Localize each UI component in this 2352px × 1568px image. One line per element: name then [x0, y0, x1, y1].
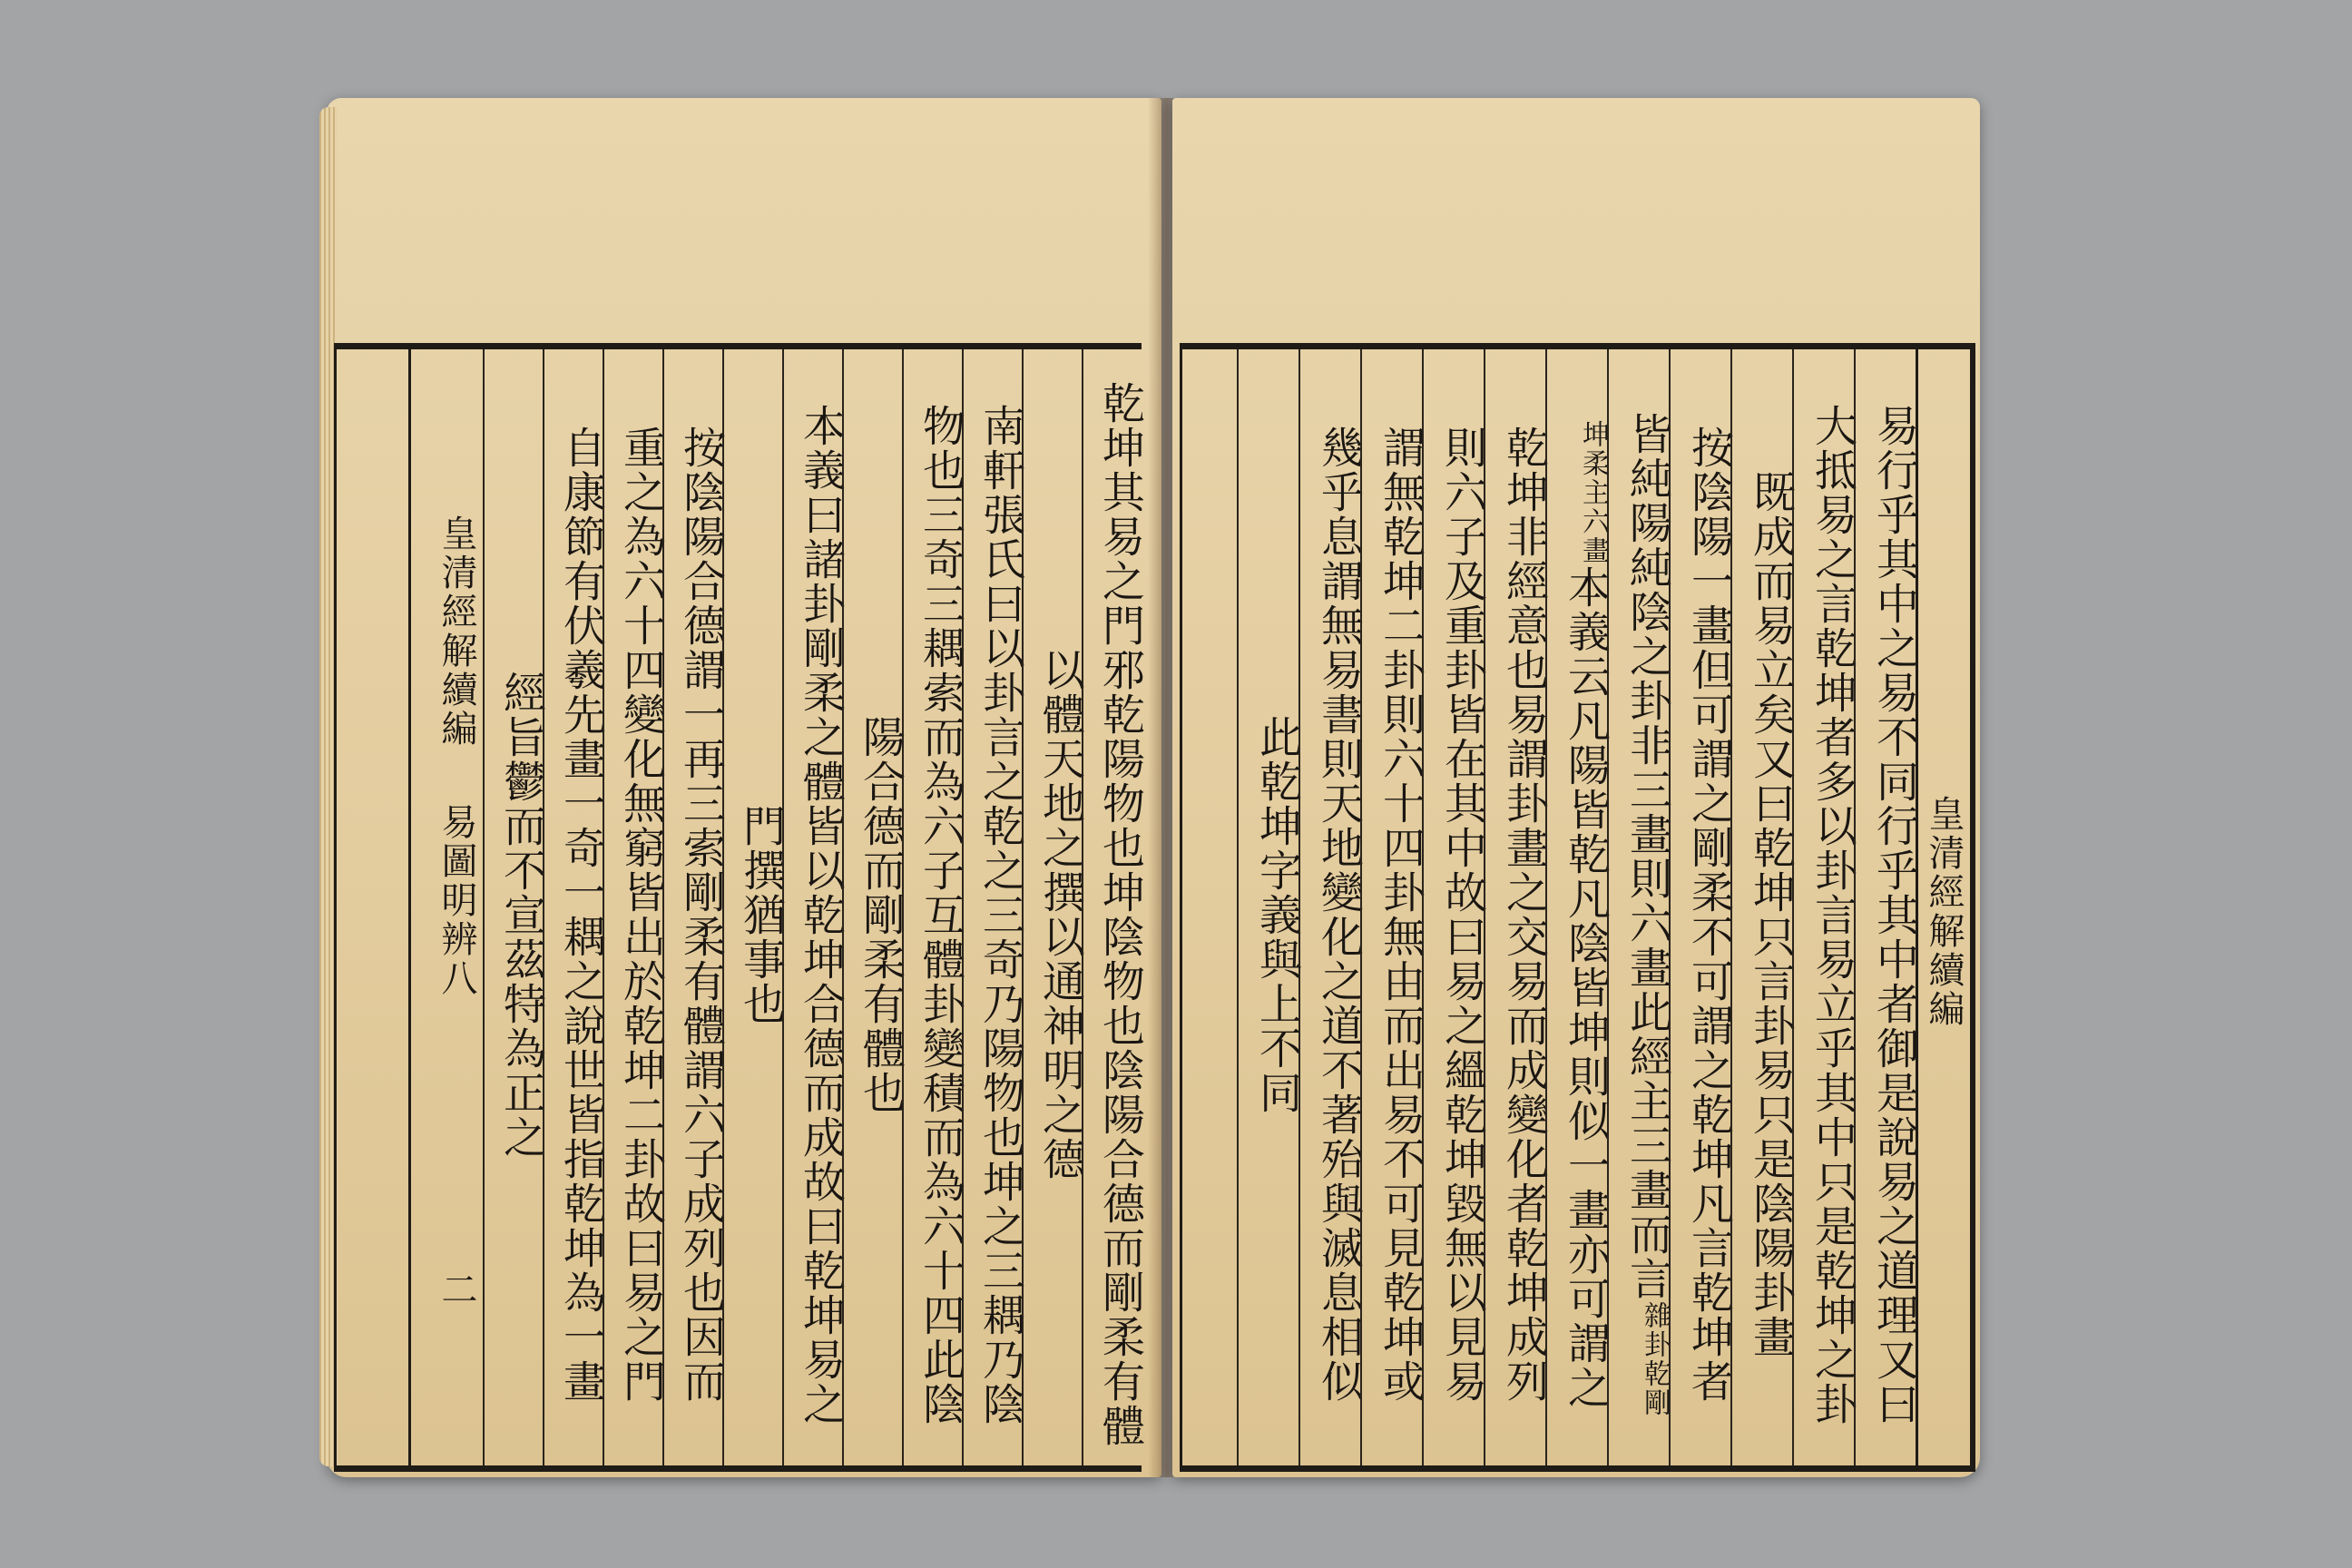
right-page: [1172, 98, 1980, 1477]
text-column: [842, 349, 906, 1465]
right-side-column: [1916, 349, 1970, 1465]
column-text: 南軒張氏曰以卦言之乾之三奇乃陽物也坤之三耦乃陰: [975, 403, 1025, 1426]
column-text: 乾坤非經意也易謂卦畫之交易而成變化者乾坤成列: [1499, 426, 1549, 1404]
left-text-frame: [334, 343, 1145, 1472]
column-text: 按陰陽一畫但可謂之剛柔不可謂之乾坤凡言乾坤者: [1684, 426, 1734, 1404]
text-column: [483, 349, 546, 1465]
column-text: 經旨鬱而不宣茲特為正之: [496, 670, 546, 1160]
left-columns: [337, 349, 1145, 1465]
text-column: [1730, 349, 1796, 1465]
column-text: 以體天地之撰以通神明之德: [1035, 648, 1085, 1181]
column-text: 門撰猶事也: [736, 803, 786, 1026]
book-title: 皇清經解續編: [1923, 795, 1965, 1029]
text-column: [1854, 349, 1919, 1465]
column-text: 乾坤其易之門邪乾陽物也坤陰物也陰陽合德而剛柔有體: [1095, 381, 1145, 1448]
text-column-with-note: [1607, 349, 1672, 1465]
right-text-frame: [1180, 343, 1975, 1472]
empty-column: [1200, 349, 1237, 1465]
text-column: [1237, 349, 1302, 1465]
text-column: [543, 349, 606, 1465]
text-column: [1082, 349, 1145, 1465]
text-column: [603, 349, 666, 1465]
left-page: [327, 98, 1161, 1477]
text-column: [1360, 349, 1426, 1465]
text-column: [1022, 349, 1085, 1465]
column-text: 皆純陽純陰之卦非三畫則六畫此經主三畫而言: [1622, 412, 1672, 1301]
page-number: 二: [436, 1270, 477, 1309]
interlinear-note: 坤柔主六畫: [1577, 419, 1609, 565]
section-label: 易圖明辨八: [436, 803, 477, 998]
column-text: 謂無乾坤二卦則六十四卦無由而出易不可見乾坤或: [1376, 426, 1426, 1404]
text-column: [1422, 349, 1487, 1465]
text-column: [962, 349, 1025, 1465]
text-column: [1792, 349, 1857, 1465]
column-text: 重之為六十四變化無窮皆出於乾坤二卦故曰易之門: [616, 426, 666, 1404]
column-text: 既成而易立矣又曰乾坤只言卦易只是陰陽卦畫: [1746, 470, 1796, 1359]
column-text: 陽合德而剛柔有體也: [856, 714, 906, 1115]
text-column: [1298, 349, 1364, 1465]
column-text: 易行乎其中之易不同行乎其中者御是說易之道理又曰: [1869, 403, 1919, 1426]
left-side-column: [408, 349, 483, 1465]
right-columns: [1182, 349, 1970, 1465]
column-text: 按陰陽合德謂一再三索剛柔有體謂六子成列也因而: [676, 426, 726, 1404]
text-column: [902, 349, 965, 1465]
column-text: 物也三奇三耦索而為六子互體卦變積而為六十四此陰: [916, 403, 965, 1426]
column-text: 則六子及重卦皆在其中故曰易之縕乾坤毀無以見易: [1437, 426, 1487, 1404]
column-text: 幾乎息謂無易書則天地變化之道不著殆與滅息相似: [1314, 426, 1364, 1404]
text-column: [1669, 349, 1734, 1465]
text-column: [662, 349, 726, 1465]
column-text: 本義云凡陽皆乾凡陰皆坤則似一畫亦可謂之: [1561, 564, 1611, 1410]
text-column: [782, 349, 846, 1465]
column-text: 自康節有伏羲先畫一奇一耦之說世皆指乾坤為一畫: [556, 426, 606, 1404]
open-book: [327, 98, 1980, 1477]
book-title: 皇清經解續編: [436, 514, 477, 749]
column-text: 本義曰諸卦剛柔之體皆以乾坤合德而成故曰乾坤易之: [796, 403, 846, 1426]
interlinear-note: 雜卦乾剛: [1639, 1301, 1671, 1417]
text-column-with-note: [1545, 349, 1611, 1465]
column-text: 大抵易之言乾坤者多以卦言易立乎其中只是乾坤之卦: [1808, 403, 1857, 1426]
text-column: [722, 349, 786, 1465]
column-text: 此乾坤字義與上不同: [1252, 714, 1302, 1115]
text-column: [1484, 349, 1549, 1465]
